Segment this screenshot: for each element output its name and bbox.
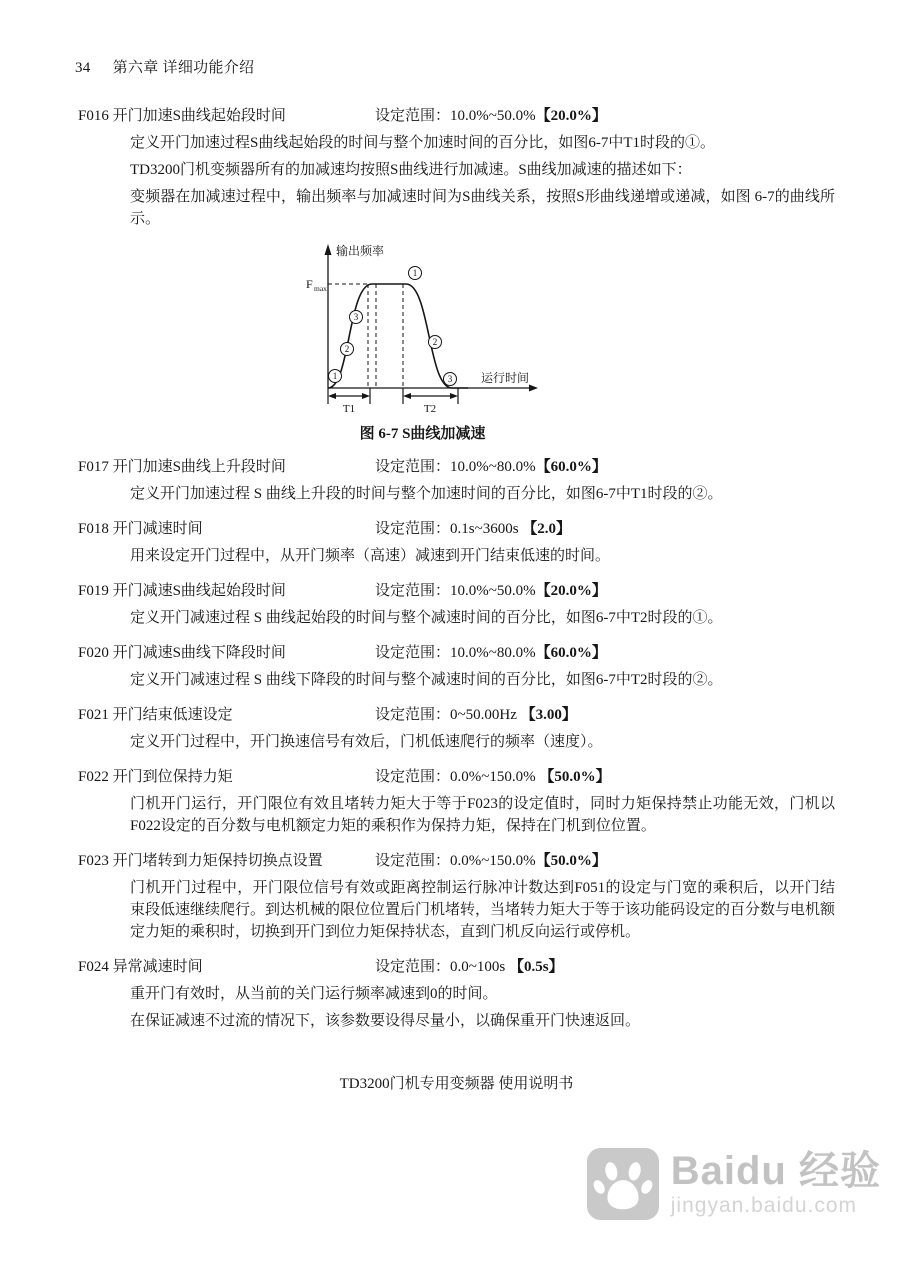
t2-arrow-right-icon	[450, 393, 458, 399]
function-code-title: F018 开门减速时间	[78, 521, 203, 537]
chapter-title: 第六章 详细功能介绍	[112, 60, 255, 76]
t2-arrow-left-icon	[403, 393, 411, 399]
y-axis-arrow-icon	[324, 244, 331, 255]
function-code-title: F022 开门到位保持力矩	[78, 769, 233, 785]
function-section	[78, 850, 835, 943]
function-description	[78, 483, 835, 505]
function-heading	[78, 518, 835, 540]
baidu-paw-icon	[587, 1148, 659, 1220]
function-heading	[78, 766, 835, 788]
description-paragraph: 变频器在加减速过程中，输出频率与加减速时间为S曲线关系，按照S形曲线递增或递减，如图 6-7的曲线所示。	[130, 189, 835, 227]
function-description	[78, 731, 835, 753]
watermark-brand	[671, 1149, 881, 1193]
function-heading	[78, 105, 835, 127]
setting-range-text: 设定范围：10.0%~80.0%	[375, 645, 536, 661]
marker-decel-2-label: 2	[432, 337, 437, 348]
setting-range	[375, 580, 835, 602]
function-description	[78, 793, 835, 837]
function-section	[78, 642, 835, 691]
setting-range-text: 设定范围：0.1s~3600s	[375, 521, 523, 537]
function-heading	[78, 642, 835, 664]
function-heading	[78, 456, 835, 478]
marker-decel-3-label: 3	[447, 374, 452, 385]
setting-range	[375, 456, 835, 478]
default-value: 【60.0%】	[535, 459, 607, 475]
function-section	[78, 766, 835, 837]
setting-range	[375, 518, 835, 540]
setting-range	[375, 766, 835, 788]
watermark-brand-latin: Baidu	[670, 1149, 787, 1193]
watermark-text	[671, 1149, 881, 1219]
default-value: 【60.0%】	[535, 645, 607, 661]
t1-arrow-right-icon	[362, 393, 370, 399]
function-section	[78, 105, 835, 230]
function-code-title: F020 开门减速S曲线下降段时间	[78, 645, 286, 661]
function-section	[78, 704, 835, 753]
marker-accel-3-label: 3	[353, 312, 358, 323]
function-heading	[78, 850, 835, 872]
function-heading	[78, 704, 835, 726]
fmax-label: F	[305, 277, 313, 291]
setting-range	[375, 642, 835, 664]
figure-6-7	[44, 238, 801, 443]
t2-label: T2	[423, 403, 436, 414]
function-description	[78, 607, 835, 629]
setting-range	[375, 956, 835, 978]
description-paragraph: 定义开门加速过程S曲线起始段的时间与整个加速时间的百分比，如图6-7中T1时段的①。	[130, 135, 716, 151]
x-axis-label: 运行时间	[480, 371, 529, 385]
description-paragraph: 门机开门运行，开门限位有效且堵转力矩大于等于F023的设定值时，同时力矩保持禁止功能无效，门机以F022设定的百分数与电机额定力矩的乘积作为保持力矩，保持在门机到位位置。	[130, 796, 835, 834]
setting-range-text: 设定范围：0.0~100s	[375, 959, 509, 975]
setting-range	[375, 850, 835, 872]
description-paragraph: 在保证减速不过流的情况下，该参数要设得尽量小，以确保重开门快速返回。	[130, 1013, 641, 1029]
section-group-first	[78, 105, 835, 230]
page-footer: TD3200门机专用变频器 使用说明书	[339, 1076, 574, 1092]
default-value: 【0.5s】	[508, 959, 564, 975]
default-value: 【20.0%】	[535, 583, 607, 599]
function-code-title: F016 开门加速S曲线起始段时间	[78, 108, 286, 124]
default-value: 【2.0】	[522, 521, 572, 537]
watermark-url: jingyan.baidu.com	[670, 1194, 858, 1217]
baidu-jingyan-watermark	[587, 1148, 881, 1220]
description-paragraph: 重开门有效时，从当前的关门运行频率减速到0的时间。	[130, 986, 498, 1002]
description-paragraph: 定义开门过程中，开门换速信号有效后，门机低速爬行的频率（速度）。	[130, 734, 603, 750]
function-description	[78, 545, 835, 567]
function-code-title: F023 开门堵转到力矩保持切换点设置	[78, 853, 323, 869]
function-code-title: F024 异常减速时间	[78, 959, 203, 975]
default-value: 【20.0%】	[535, 108, 607, 124]
page-content	[78, 105, 835, 1093]
setting-range-text: 设定范围：0.0%~150.0%	[375, 853, 536, 869]
page-header	[75, 0, 903, 77]
function-section	[78, 956, 835, 1032]
description-paragraph: 定义开门加速过程 S 曲线上升段的时间与整个加速时间的百分比，如图6-7中T1时段的②。	[130, 486, 723, 502]
figure-caption: 图 6-7 S曲线加减速	[359, 426, 486, 442]
function-description	[78, 669, 835, 691]
setting-range-text: 设定范围：10.0%~80.0%	[375, 459, 536, 475]
function-heading	[78, 580, 835, 602]
marker-decel-1-label: 1	[412, 268, 417, 279]
t1-label: T1	[342, 403, 355, 414]
setting-range-text: 设定范围：10.0%~50.0%	[375, 108, 536, 124]
description-paragraph: 定义开门减速过程 S 曲线下降段的时间与整个减速时间的百分比，如图6-7中T2时段的②。	[130, 672, 723, 688]
x-axis-arrow-icon	[529, 385, 538, 392]
setting-range-text: 设定范围：0~50.00Hz	[375, 707, 521, 723]
setting-range	[375, 105, 835, 127]
function-section	[78, 456, 835, 505]
section-group-rest	[78, 456, 835, 1032]
function-code-title: F019 开门减速S曲线起始段时间	[78, 583, 286, 599]
fmax-sub-label: max	[313, 284, 327, 293]
function-description	[78, 983, 835, 1032]
s-curve	[328, 284, 468, 388]
function-section	[78, 580, 835, 629]
setting-range-text: 设定范围：10.0%~50.0%	[375, 583, 536, 599]
default-value: 【50.0%】	[535, 853, 607, 869]
default-value: 【50.0%】	[539, 769, 611, 785]
description-paragraph: 定义开门减速过程 S 曲线起始段的时间与整个减速时间的百分比，如图6-7中T2时段的①。	[130, 610, 723, 626]
function-heading	[78, 956, 835, 978]
s-curve-diagram	[298, 238, 548, 414]
setting-range	[375, 704, 835, 726]
y-axis-label: 输出频率	[335, 244, 384, 258]
watermark-brand-cjk: 经验	[799, 1149, 881, 1193]
function-description	[78, 877, 835, 943]
function-code-title: F021 开门结束低速设定	[78, 707, 233, 723]
default-value: 【3.00】	[520, 707, 577, 723]
function-code-title: F017 开门加速S曲线上升段时间	[78, 459, 286, 475]
description-paragraph: 门机开门过程中，开门限位信号有效或距离控制运行脉冲计数达到F051的设定与门宽的乘积后，以开门结束段低速继续爬行。到达机械的限位位置后门机堵转，当堵转力矩大于等于该功能码设定的百分数与电机额定力矩的乘积时，切换到开门到位力矩保持状态，直到门机反向运行或停机。	[130, 880, 836, 940]
marker-accel-1-label: 1	[332, 371, 337, 382]
t1-arrow-left-icon	[328, 393, 336, 399]
setting-range-text: 设定范围：0.0%~150.0%	[375, 769, 540, 785]
description-paragraph: 用来设定开门过程中，从开门频率（高速）减速到开门结束低速的时间。	[130, 548, 611, 564]
page-number: 34	[75, 60, 91, 76]
description-paragraph: TD3200门机变频器所有的加减速均按照S曲线进行加减速。S曲线加减速的描述如下：	[130, 162, 692, 178]
function-description	[78, 132, 835, 230]
marker-accel-2-label: 2	[344, 344, 349, 355]
function-section	[78, 518, 835, 567]
